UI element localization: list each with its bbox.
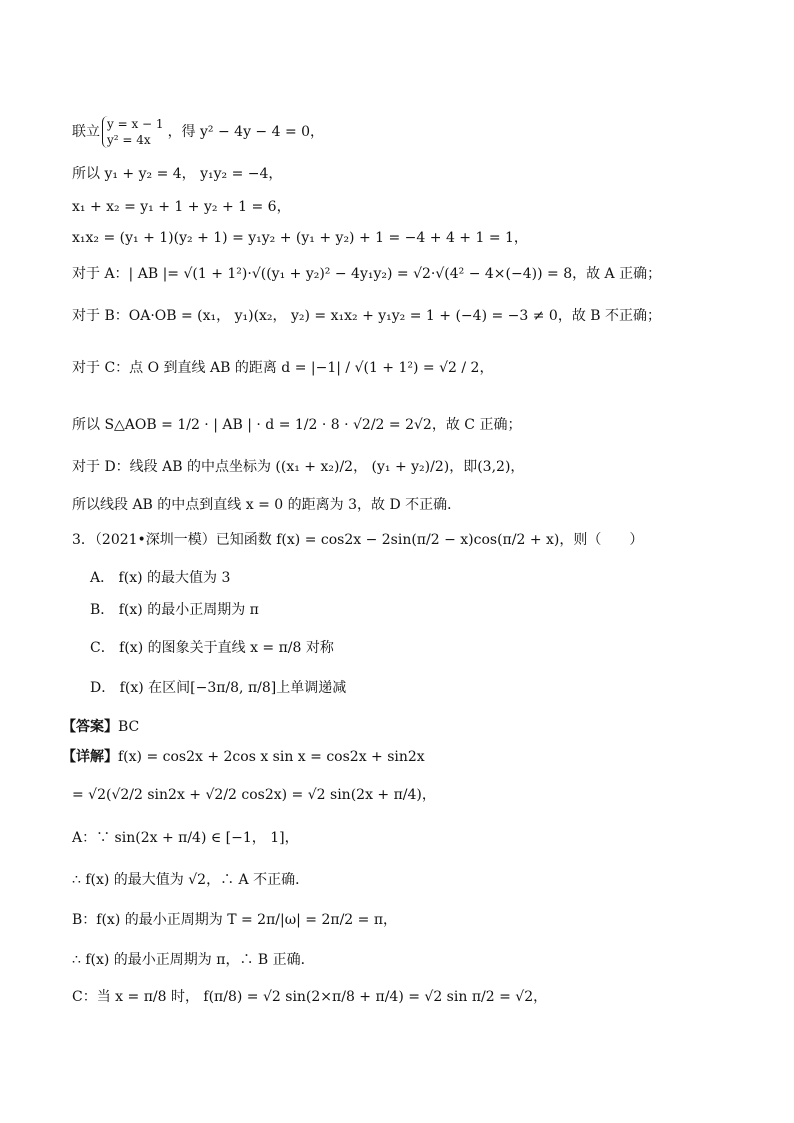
check-d: 对于 D：线段 AB 的中点坐标为 ((x₁ + x₂)/2， (y₁ + y₂)/2)，即(3,2)， <box>72 459 525 475</box>
check-b: 对于 B：OA·OB = (x₁， y₁)(x₂， y₂) = x₁x₂ + y₁y₂ = 1 + (−4) = −3 ≠ 0，故 B 不正确； <box>72 308 662 324</box>
answer-value: BC <box>118 719 140 735</box>
system-eq-1: y = x − 1 <box>107 117 164 131</box>
detail-7: C：当 x = π/8 时， f(π/8) = √2 sin(2×π/8 + π/4) = √2 sin π/2 = √2， <box>72 989 548 1005</box>
detail-1: f(x) = cos2x + 2cos x sin x = cos2x + sin2x <box>118 749 425 765</box>
answer-line <box>62 717 139 737</box>
detail-3: A：∵ sin(2x + π/4) ∈ [−1， 1]， <box>72 830 299 846</box>
option-a: A． f(x) 的最大值为 3 <box>90 570 231 586</box>
detail-line <box>62 747 425 767</box>
product-x: x₁x₂ = (y₁ + 1)(y₂ + 1) = y₁y₂ + (y₁ + y₂) + 1 = −4 + 4 + 1 = 1， <box>72 230 528 246</box>
system-eq-2: y² = 4x <box>107 133 151 147</box>
detail-6: ∴ f(x) 的最小正周期为 π，∴ B 正确． <box>72 952 315 968</box>
triangle-area: 所以 S△AOB = 1/2 · | AB | · d = 1/2 · 8 · √2/2 = 2√2，故 C 正确； <box>72 417 522 433</box>
detail-label: 【详解】 <box>62 749 118 765</box>
check-c: 对于 C：点 O 到直线 AB 的距离 d = |−1| / √(1 + 1²) = √2 / 2， <box>72 360 494 376</box>
option-d: D． f(x) 在区间[−3π/8, π/8]上单调递减 <box>90 680 347 696</box>
equation-system <box>102 116 164 148</box>
system-equation-line <box>72 116 324 148</box>
system-result: ，得 y² − 4y − 4 = 0， <box>167 124 325 140</box>
detail-4: ∴ f(x) 的最大值为 √2，∴ A 不正确． <box>72 872 310 888</box>
system-prefix: 联立 <box>72 124 100 140</box>
option-c: C． f(x) 的图象关于直线 x = π/8 对称 <box>90 640 334 656</box>
question-3: 3．（2021•深圳一模）已知函数 f(x) = cos2x − 2sin(π/2 − x)cos(π/2 + x)，则（ ） <box>72 532 644 548</box>
answer-label: 【答案】 <box>62 719 118 735</box>
detail-2: = √2(√2/2 sin2x + √2/2 cos2x) = √2 sin(2x + π/4)， <box>72 787 436 803</box>
check-a: 对于 A：| AB |= √(1 + 1²)·√((y₁ + y₂)² − 4y₁y₂) = √2·√(4² − 4×(−4)) = 8，故 A 正确； <box>72 266 662 282</box>
option-b: B． f(x) 的最小正周期为 π <box>90 602 259 618</box>
d-conclusion: 所以线段 AB 的中点到直线 x = 0 的距离为 3，故 D 不正确． <box>72 497 462 513</box>
sum-product-y: 所以 y₁ + y₂ = 4， y₁y₂ = −4， <box>72 166 283 182</box>
sum-x: x₁ + x₂ = y₁ + 1 + y₂ + 1 = 6， <box>72 199 291 215</box>
detail-5: B：f(x) 的最小正周期为 T = 2π/|ω| = 2π/2 = π， <box>72 912 398 928</box>
